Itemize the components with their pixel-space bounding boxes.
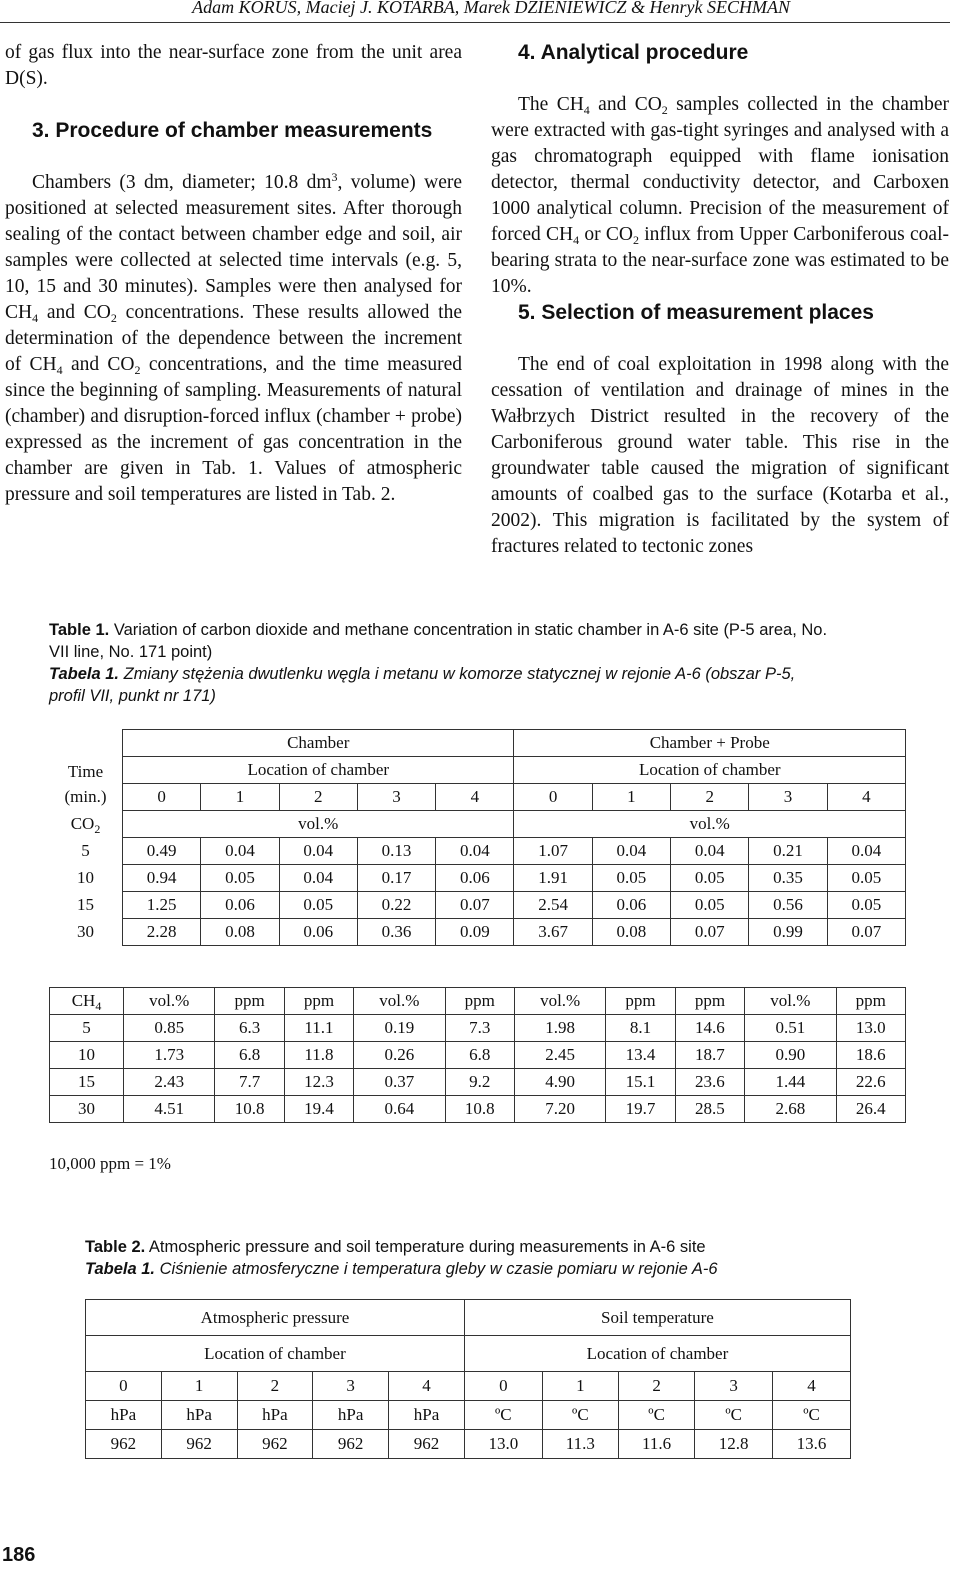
paragraph-selection: The end of coal exploitation in 1998 along with the cessation of ventilation and drainage of mines in the Wałbrzych District resulted in the recovery of the Carboniferous ground water table. This rise in the groundwater table caused the migration of significant amounts of coalbed gas to the surface (Kotarba et al., 2002). This migration is facilitated by the system of fractures related to tectonic zones [491, 354, 949, 557]
table-cell: 0.99 [749, 919, 827, 946]
table-cell: 0.05 [592, 865, 670, 892]
table-cell: 7.20 [514, 1096, 605, 1123]
paragraph-gas-flux: of gas flux into the near-surface zone from the unit area D(S). [5, 42, 462, 89]
table-cell: 10.8 [215, 1096, 284, 1123]
table-cell: 1 [542, 1372, 618, 1401]
table-cell: 12.8 [695, 1430, 773, 1459]
table-cell: 10.8 [445, 1096, 514, 1123]
heading-section-5: 5. Selection of measurement places [518, 301, 874, 324]
ch4-unit: vol.% [745, 988, 836, 1015]
table-cell: hPa [389, 1401, 465, 1430]
table-cell: 0.07 [671, 919, 749, 946]
table-cell: 10 [50, 1042, 124, 1069]
table-cell: 0.56 [749, 892, 827, 919]
table-cell: 0.04 [671, 838, 749, 865]
table-cell: 0.07 [827, 919, 905, 946]
co2-unit: vol.% [123, 811, 514, 838]
table-cell: 13.4 [606, 1042, 675, 1069]
table-cell: 5 [81, 841, 90, 860]
table-cell: 1.73 [124, 1042, 215, 1069]
table-cell: ºC [618, 1401, 694, 1430]
table-row [49, 865, 906, 892]
loc-num: 4 [827, 784, 905, 811]
loc-num: 1 [592, 784, 670, 811]
table-cell: 1.91 [514, 865, 592, 892]
location-header: Location of chamber [86, 1336, 465, 1372]
ch4-unit: ppm [675, 988, 744, 1015]
table-row [86, 1372, 851, 1401]
table-cell: 0.04 [436, 838, 514, 865]
table-row [86, 1401, 851, 1430]
table-cell: 962 [313, 1430, 389, 1459]
table-cell: 0.09 [436, 919, 514, 946]
table-cell: 18.6 [836, 1042, 905, 1069]
loc-num: 2 [279, 784, 357, 811]
table-cell: 962 [389, 1430, 465, 1459]
table-cell: hPa [86, 1401, 162, 1430]
table-cell: ºC [773, 1401, 851, 1430]
left-column [5, 40, 462, 508]
table-cell: 7.3 [445, 1015, 514, 1042]
table-cell: 22.6 [836, 1069, 905, 1096]
table-cell: 7.7 [215, 1069, 284, 1096]
loc-num: 3 [357, 784, 435, 811]
table-cell: 14.6 [675, 1015, 744, 1042]
table-cell: 3.67 [514, 919, 592, 946]
table-cell: 10 [77, 868, 94, 887]
table-cell: 0.04 [279, 838, 357, 865]
table-cell: 13.0 [836, 1015, 905, 1042]
table-cell: 30 [77, 922, 94, 941]
table-cell: 0.22 [357, 892, 435, 919]
paragraph-analytical: The $CH_4$ and $CO_2$ samples collected in the chamber were extracted with gas-tight syringes and analysed with a gas chromatograph equipped with flame ionisation detector, thermal conductivity detector, and Carboxen 1000 analytical column. Precision of the measurement of forced $CH_4$ or $CO_2$ influx from Upper Carboniferous coal-bearing strata to the near-surface zone was estimated to be 10%. [491, 94, 949, 297]
table-cell: 1.25 [123, 892, 201, 919]
table-cell: 4.51 [124, 1096, 215, 1123]
table-cell: 0.05 [201, 865, 279, 892]
table-cell: 0.94 [123, 865, 201, 892]
ch4-unit: ppm [606, 988, 675, 1015]
page-number: 186 [2, 1544, 36, 1566]
table-cell: 0.04 [827, 838, 905, 865]
table-cell: 0.05 [279, 892, 357, 919]
table-cell: 0.04 [592, 838, 670, 865]
table-cell: 0.37 [354, 1069, 445, 1096]
paragraph-chamber-procedure: Chambers (3 dm, diameter; 10.8 $dm^3$, volume) were positioned at selected measurement sites. After thorough sealing of the contact between chamber edge and soil, air samples were collected at selected time intervals (e.g. 5, 10, 15 and 30 minutes). Samples were then analysed for $CH_4$ and $CO_2$ concentrations. These results allowed the determination of the dependence between the increment of $CH_4$ and $CO_2$ concentrations, and the time measured since the beginning of sampling. Measurements of natural (chamber) and disruption-forced influx (chamber + probe) expressed as the increment of gas concentration in the chamber are given in Tab. 1. Values of atmospheric pressure and soil temperatures are listed in Tab. 2. [5, 170, 463, 505]
table-cell: 0.19 [354, 1015, 445, 1042]
co2-unit: vol.% [514, 811, 906, 838]
ch4-label: $CH_4$ [50, 988, 124, 1015]
chamber-header: Chamber [123, 730, 514, 757]
table-cell: 1.44 [745, 1069, 836, 1096]
table-cell: 2.54 [514, 892, 592, 919]
table-cell: hPa [313, 1401, 389, 1430]
table-cell: 11.6 [618, 1430, 694, 1459]
table-cell: 2.68 [745, 1096, 836, 1123]
loc-num: 2 [671, 784, 749, 811]
table-cell: 0.06 [436, 865, 514, 892]
ch4-unit: ppm [215, 988, 284, 1015]
table-cell: 11.8 [284, 1042, 353, 1069]
table-cell: 2.43 [124, 1069, 215, 1096]
table-cell: 0.17 [357, 865, 435, 892]
table-cell: 962 [237, 1430, 313, 1459]
table-cell: 26.4 [836, 1096, 905, 1123]
table-cell: ºC [542, 1401, 618, 1430]
table-cell: 11.3 [542, 1430, 618, 1459]
ch4-unit: ppm [445, 988, 514, 1015]
table-cell: 9.2 [445, 1069, 514, 1096]
table-cell: 0.13 [357, 838, 435, 865]
table-cell: 11.1 [284, 1015, 353, 1042]
table-row [50, 1042, 906, 1069]
table-cell: 0.90 [745, 1042, 836, 1069]
soil-header: Soil temperature [464, 1300, 850, 1336]
time-label: Time [67, 761, 104, 781]
table-cell: 1 [161, 1372, 237, 1401]
ch4-unit: ppm [836, 988, 905, 1015]
location-header: Location of chamber [464, 1336, 850, 1372]
min-label: (min.) [64, 787, 107, 806]
table-cell: 0.07 [436, 892, 514, 919]
table-cell: 13.0 [464, 1430, 542, 1459]
table-cell: 4 [773, 1372, 851, 1401]
table-row [86, 1430, 851, 1459]
table-cell: 3 [695, 1372, 773, 1401]
table-row [50, 1096, 906, 1123]
table-cell: 30 [50, 1096, 124, 1123]
table-cell: 23.6 [675, 1069, 744, 1096]
co2-label: $CO_2$ [70, 814, 101, 836]
table-cell: 15.1 [606, 1069, 675, 1096]
table-cell: 0.05 [827, 865, 905, 892]
table-row [49, 892, 906, 919]
table-cell: 6.3 [215, 1015, 284, 1042]
table-cell: 6.8 [445, 1042, 514, 1069]
table-cell: 0.85 [124, 1015, 215, 1042]
table-cell: 0.04 [201, 838, 279, 865]
table-cell: 2.28 [123, 919, 201, 946]
chamber-probe-header: Chamber + Probe [514, 730, 906, 757]
table-cell: 0.08 [592, 919, 670, 946]
table-cell: 962 [161, 1430, 237, 1459]
ch4-unit: vol.% [124, 988, 215, 1015]
table-row [49, 838, 906, 865]
table-cell: 15 [50, 1069, 124, 1096]
table-cell: 0.06 [279, 919, 357, 946]
table-cell: 6.8 [215, 1042, 284, 1069]
table-cell: 18.7 [675, 1042, 744, 1069]
header-authors: Adam KORUS, Maciej J. KOTARBA, Marek DZIENIEWICZ & Henryk SECHMAN [192, 0, 790, 17]
table-cell: 0.05 [671, 865, 749, 892]
location-header: Location of chamber [123, 757, 514, 784]
table-cell: hPa [237, 1401, 313, 1430]
loc-num: 1 [201, 784, 279, 811]
table-cell: 1.07 [514, 838, 592, 865]
table-cell: 5 [50, 1015, 124, 1042]
table-cell: 0.06 [201, 892, 279, 919]
ch4-unit: vol.% [514, 988, 605, 1015]
table-cell: 0.05 [671, 892, 749, 919]
loc-num: 3 [749, 784, 827, 811]
table-cell: 0 [464, 1372, 542, 1401]
heading-section-3: 3. Procedure of chamber measurements [32, 119, 433, 142]
table-cell: hPa [161, 1401, 237, 1430]
table-cell: 3 [313, 1372, 389, 1401]
table-cell: 19.7 [606, 1096, 675, 1123]
table-cell: 0.05 [827, 892, 905, 919]
table-cell: 0 [86, 1372, 162, 1401]
ch4-unit: vol.% [354, 988, 445, 1015]
table-cell: 0.35 [749, 865, 827, 892]
right-column [491, 40, 949, 560]
table-cell: 0.06 [592, 892, 670, 919]
table-cell: 1.98 [514, 1015, 605, 1042]
table1-caption: Table 1. Variation of carbon dioxide and methane concentration in static chamber in A-6 site (P-5 area, No. VII line, No. 171 point) Tabela 1. Zmiany stężenia dwutlenku węgla i metanu w komorze statycznej w rejonie A-6 (obszar P-5, profil VII, punkt nr 171) [49, 621, 828, 705]
table-cell: 8.1 [606, 1015, 675, 1042]
ch4-unit: ppm [284, 988, 353, 1015]
loc-num: 0 [514, 784, 592, 811]
table-cell: ºC [464, 1401, 542, 1430]
table-cell: 962 [86, 1430, 162, 1459]
table-cell: 15 [77, 895, 94, 914]
table-cell: 2 [618, 1372, 694, 1401]
table-cell: 0.08 [201, 919, 279, 946]
table-cell: 28.5 [675, 1096, 744, 1123]
table-cell: 0.26 [354, 1042, 445, 1069]
table-cell: 4.90 [514, 1069, 605, 1096]
table-cell: 2.45 [514, 1042, 605, 1069]
table-cell: 0.49 [123, 838, 201, 865]
loc-num: 0 [123, 784, 201, 811]
table-cell: 12.3 [284, 1069, 353, 1096]
atm-header: Atmospheric pressure [86, 1300, 465, 1336]
table-row [49, 919, 906, 946]
table-cell: 0.04 [279, 865, 357, 892]
table-cell: 19.4 [284, 1096, 353, 1123]
table-cell: 0.64 [354, 1096, 445, 1123]
table-cell: 13.6 [773, 1430, 851, 1459]
table2-caption: Table 2. Atmospheric pressure and soil temperature during measurements in A-6 site Tabela 1. Ciśnienie atmosferyczne i temperatura gleby w czasie pomiaru w rejonie A-6 [85, 1238, 718, 1278]
table2 [85, 1299, 851, 1459]
table-cell: 2 [237, 1372, 313, 1401]
heading-section-4: 4. Analytical procedure [518, 41, 749, 64]
table-row [50, 1015, 906, 1042]
table1-co2 [49, 729, 906, 946]
table-row [50, 1069, 906, 1096]
table-cell: 0.51 [745, 1015, 836, 1042]
table-cell: ºC [695, 1401, 773, 1430]
loc-num: 4 [436, 784, 514, 811]
table1-ch4 [49, 987, 906, 1123]
ppm-note: 10,000 ppm = 1% [49, 1154, 171, 1173]
location-header: Location of chamber [514, 757, 906, 784]
running-header [0, 0, 950, 23]
table-cell: 0.21 [749, 838, 827, 865]
table-cell: 4 [389, 1372, 465, 1401]
table-cell: 0.36 [357, 919, 435, 946]
